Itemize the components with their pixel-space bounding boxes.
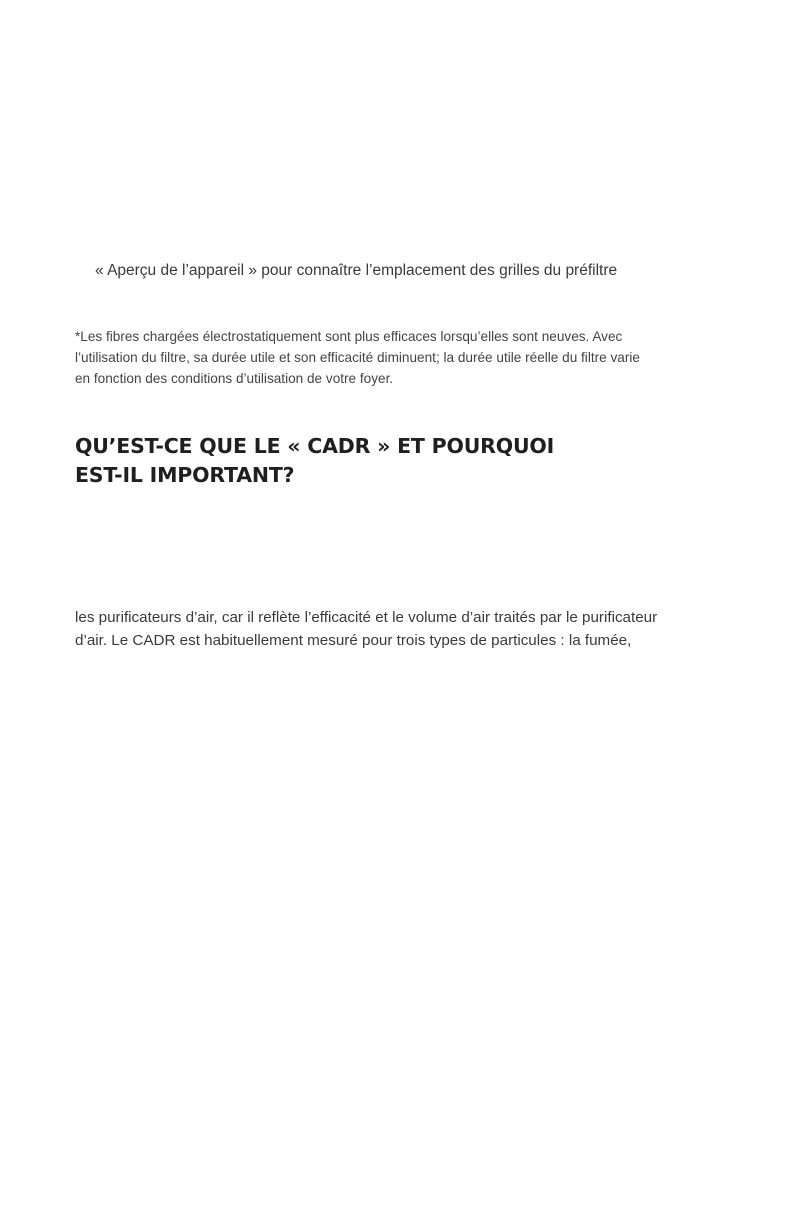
- footnote-line-2: l’utilisation du filtre, sa durée utile et son efficacité diminuent; la durée utile réelle du filtre varie: [75, 350, 640, 365]
- intro-line: « Aperçu de l’appareil » pour connaître l’emplacement des grilles du préfiltre: [95, 262, 618, 279]
- footnote-line-3: en fonction des conditions d’utilisation de votre foyer.: [75, 371, 394, 386]
- section-heading-line-1: QU’EST-CE QUE LE « CADR » ET POURQUOI: [75, 434, 555, 458]
- section-heading-line-2: EST-IL IMPORTANT?: [75, 463, 295, 487]
- footnote: [75, 326, 735, 389]
- body-line-1: les purificateurs d’air, car il reflète l’efficacité et le volume d’air traités par le purificateur: [75, 609, 658, 626]
- footnote-line-1: *Les fibres chargées électrostatiquement sont plus efficaces lorsqu’elles sont neuves. Avec: [75, 329, 623, 344]
- body-paragraph: [75, 606, 735, 652]
- body-line-2: d’air. Le CADR est habituellement mesuré pour trois types de particules : la fumée,: [75, 632, 632, 649]
- section-heading: [75, 432, 675, 490]
